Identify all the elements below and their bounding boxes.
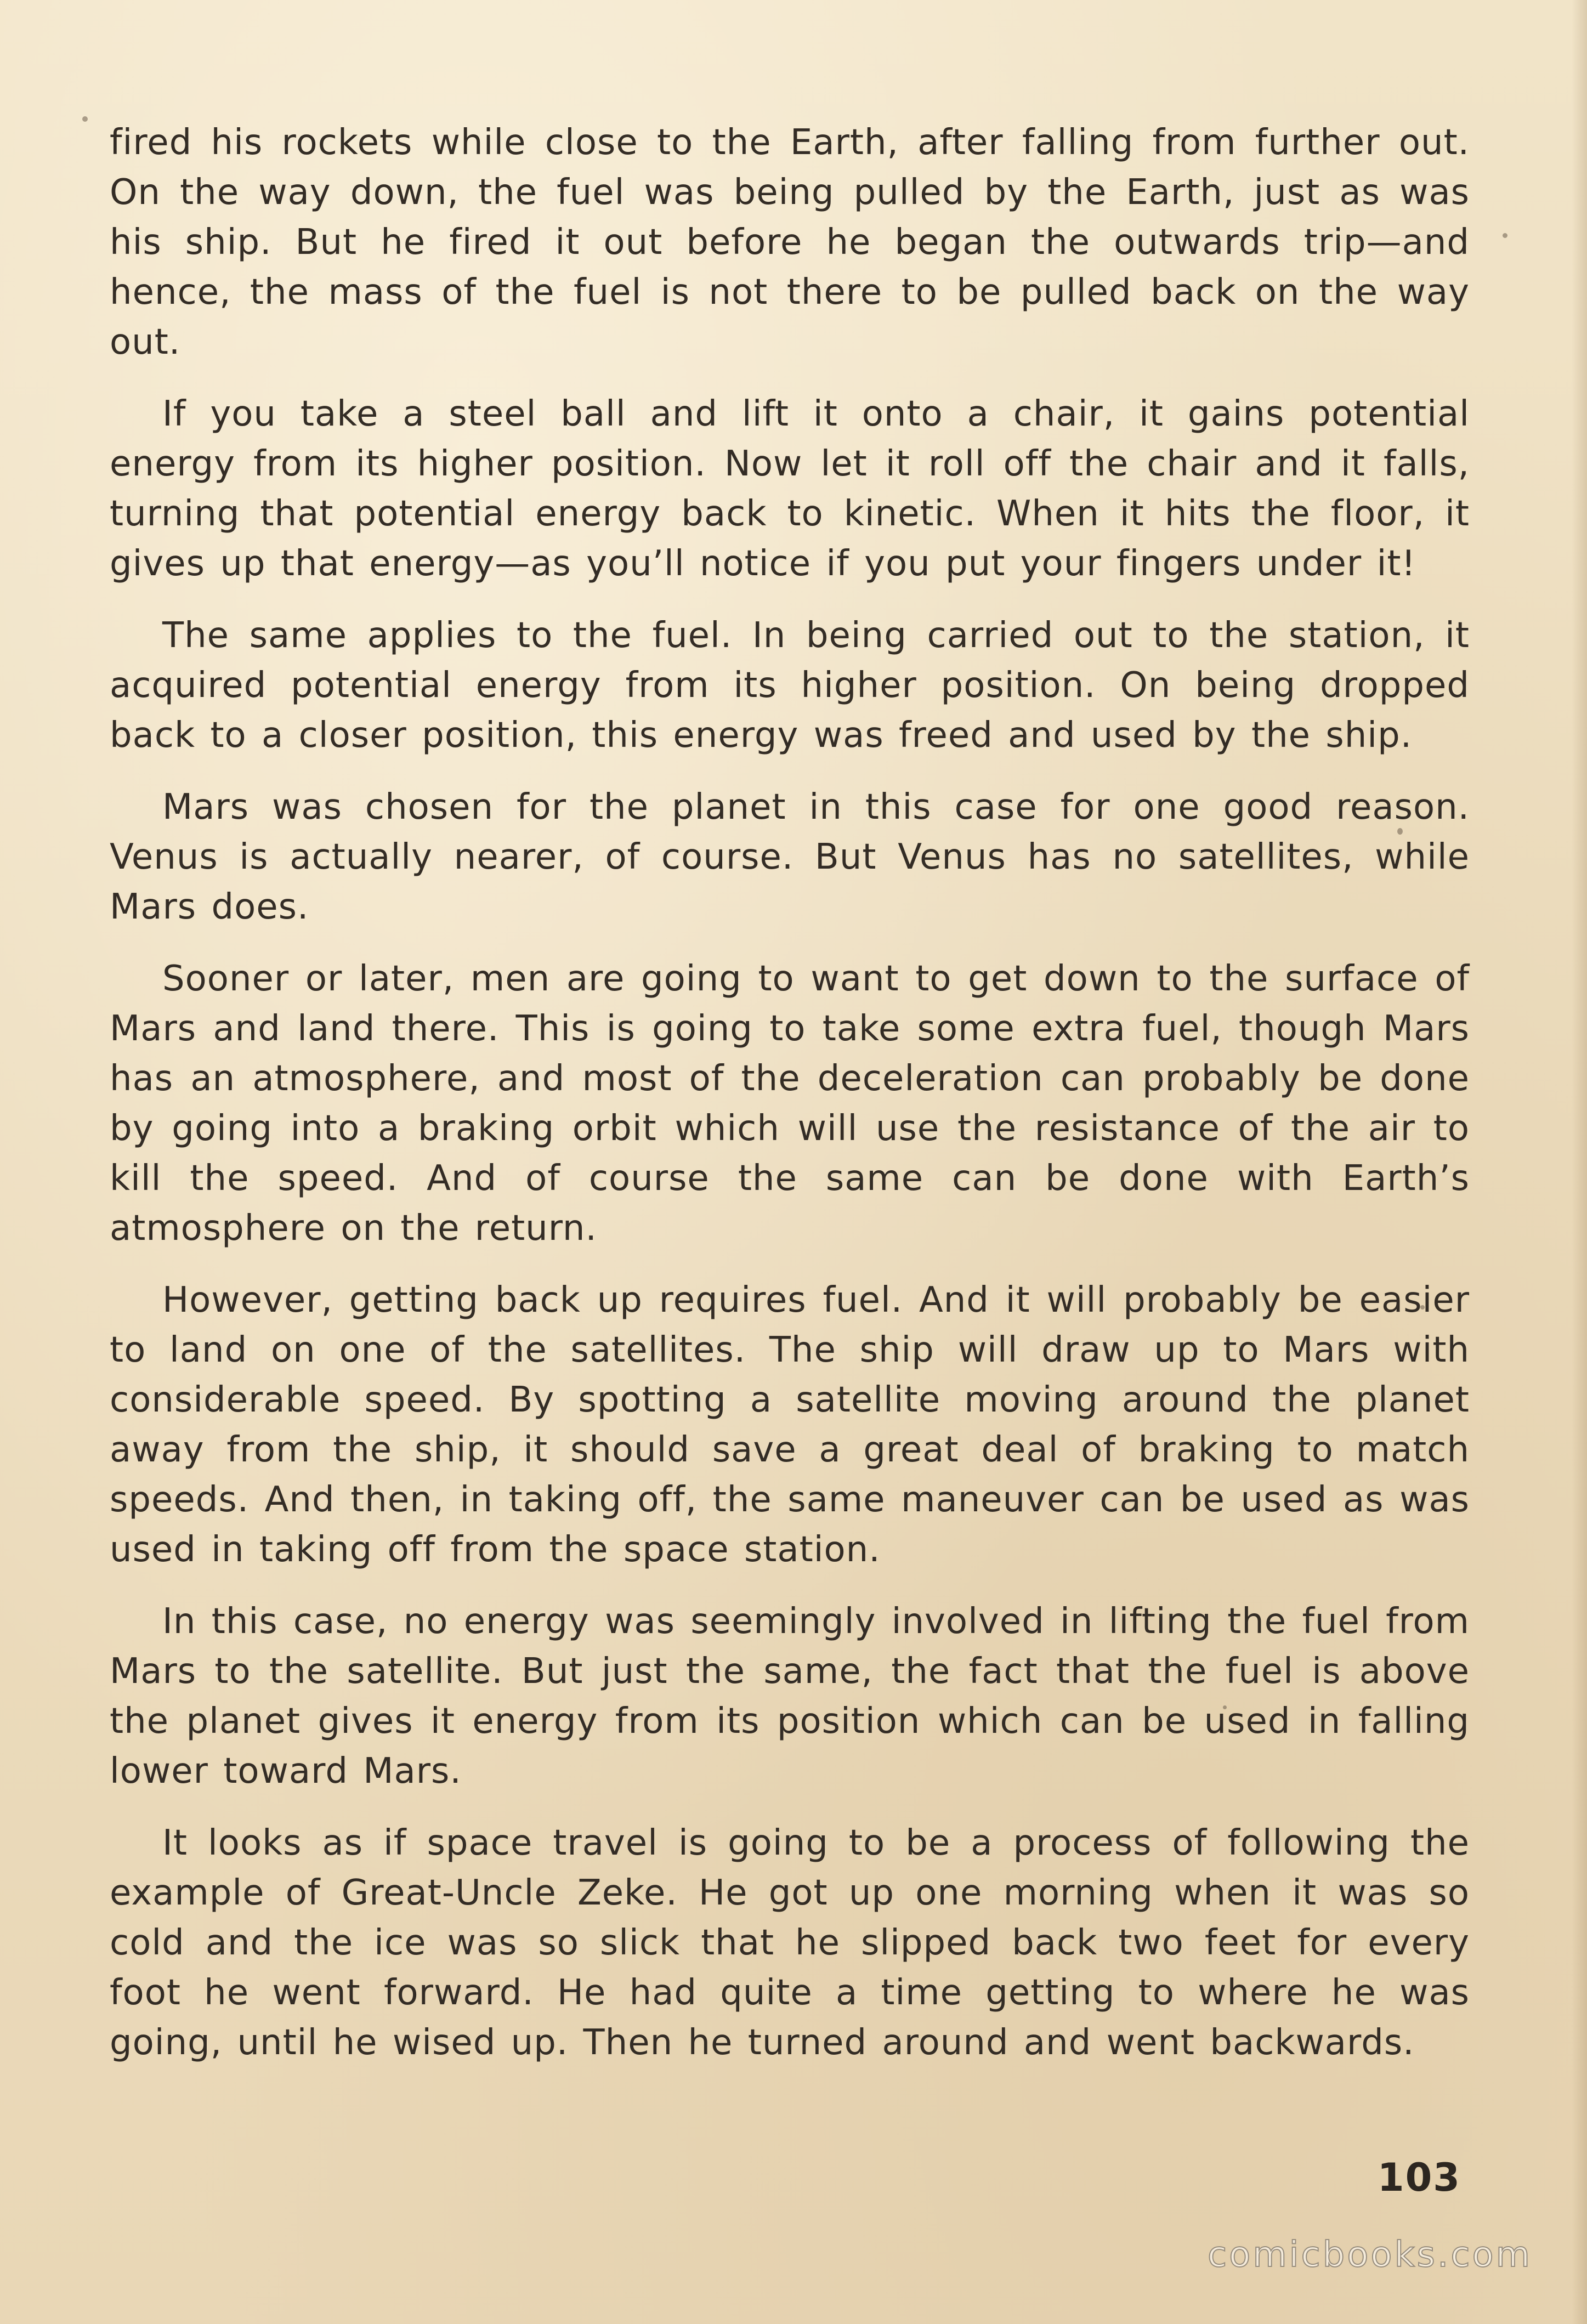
paragraph-7: In this case, no energy was seemingly involved in lifting the fuel from Mars to the satellite. But just the same, the fact that the fuel is above the planet gives it energy from its position which can be used in falling lower toward Mars. [110, 1601, 1470, 1792]
watermark: comicbooks.com [1207, 2235, 1532, 2275]
page-edge-shadow [1572, 0, 1587, 2324]
paragraph-3: The same applies to the fuel. In being carried out to the station, it acquired potential energy from its higher position. On being dropped back to a closer position, this energy was freed and used by the ship. [110, 615, 1470, 756]
paragraph-4: Mars was chosen for the planet in this case for one good reason. Venus is actually nearer, of course. But Venus has no satellites, while Mars does. [110, 787, 1470, 927]
paragraph-1: fired his rockets while close to the Earth, after falling from further out. On the way down, the fuel was being pulled by the Earth, just as was his ship. But he fired it out before he began the outwards trip—and hence, the mass of the fuel is not there to be pulled back on the way out. [110, 122, 1470, 362]
paragraph-6: However, getting back up requires fuel. And it will probably be easier to land on one of the satellites. The ship will draw up to Mars with considerable speed. By spotting a satellite moving around the planet away from the ship, it should save a great deal of braking to match speeds. And then, in taking off, the same maneuver can be used as was used in taking off from the space station. [110, 1280, 1470, 1570]
paper-speck [82, 116, 88, 122]
paragraph-2: If you take a steel ball and lift it onto a chair, it gains potential energy from its higher position. Now let it roll off the chair and it falls, turning that potential energy back to kinetic. When it hits the floor, it gives up that energy—as you’ll notice if you put your fingers under it! [110, 394, 1470, 584]
paragraph-5: Sooner or later, men are going to want to get down to the surface of Mars and land there. This is going to take some extra fuel, though Mars has an atmosphere, and most of the deceleration can probably be done by going into a braking orbit which will use the resistance of the air to kill the speed. And of course the same can be done with Earth’s atmosphere on the return. [110, 959, 1470, 1249]
paragraph-8: It looks as if space travel is going to be a process of following the example of Great-Uncle Zeke. He got up one morning when it was so cold and the ice was so slick that he slipped back two feet for every foot he went forward. He had quite a time getting to where he was going, until he wised up. Then he turned around and went backwards. [110, 1823, 1470, 2063]
page-number: 103 [1377, 2155, 1461, 2200]
paper-speck [1503, 233, 1507, 238]
article-body [110, 118, 1470, 2090]
